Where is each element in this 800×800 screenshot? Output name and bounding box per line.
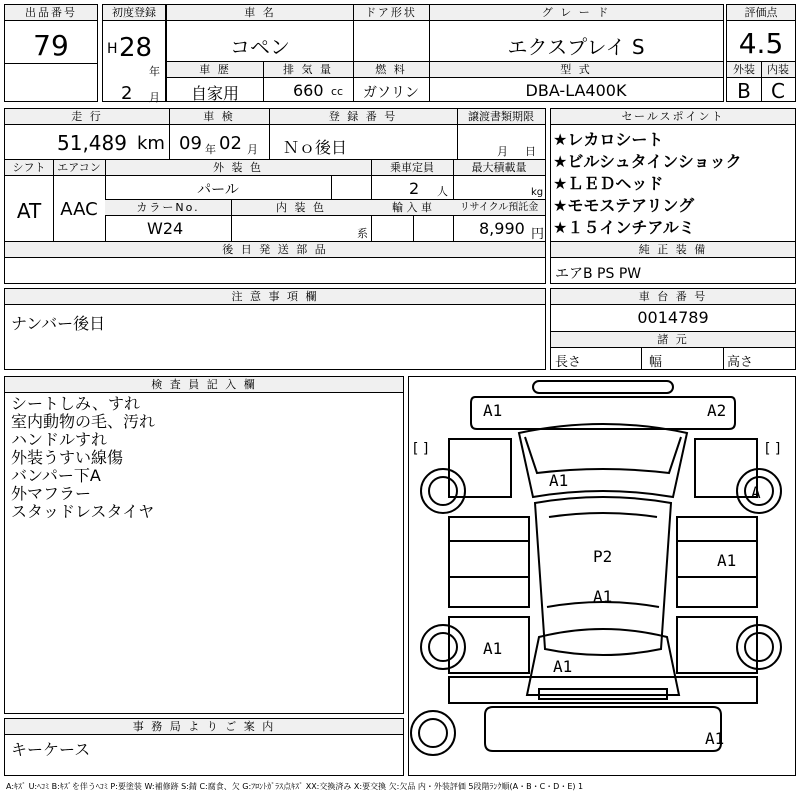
- capacity-value: 2: [409, 179, 420, 198]
- inspection-year-unit: 年: [205, 143, 216, 156]
- mileage-value: 51,489: [57, 131, 127, 155]
- load-unit: kg: [531, 187, 544, 198]
- shift-value: AT: [16, 199, 42, 223]
- color-no-label: カラーNo.: [105, 200, 231, 216]
- transfer-month-unit: 月: [497, 145, 508, 158]
- car-outline: [409, 377, 795, 775]
- office-box: [4, 718, 404, 776]
- sales-point-5: ★１５インチアルミ: [553, 218, 695, 237]
- interior-color-unit: 系: [357, 227, 368, 240]
- sales-point-3: ★ＬＥＤヘッド: [553, 174, 664, 193]
- mark-front-right: A2: [707, 401, 727, 420]
- bracket-left-mark: [ ]: [413, 441, 429, 457]
- sales-point-label: セールスポイント: [551, 109, 795, 125]
- reg-year-unit: 年: [149, 65, 160, 78]
- fuel-label: 燃 料: [353, 62, 429, 78]
- recycle-label: リサイクル預託金: [453, 200, 545, 216]
- interior-color-label: 内 装 色: [231, 200, 371, 216]
- reg-year: 28: [119, 33, 153, 63]
- history-label: 車 歴: [167, 62, 263, 78]
- mileage-label: 走 行: [5, 109, 169, 125]
- bracket-right-mark: [ ]: [765, 441, 781, 457]
- inspection-month: 02: [219, 133, 242, 154]
- score-box: [726, 4, 796, 102]
- inspector-note: バンパー下A: [11, 466, 101, 485]
- displacement-unit: cc: [331, 85, 344, 98]
- sales-point-4: ★モモステアリング: [553, 196, 695, 215]
- reg-month: 2: [121, 83, 133, 104]
- mark-trunk: A1: [553, 657, 573, 676]
- sales-point-2: ★ビルシュタインショック: [553, 152, 742, 171]
- inspector-note: 室内動物の毛、汚れ: [11, 412, 156, 431]
- car-info-box: [166, 4, 724, 102]
- mark-center: A1: [593, 587, 613, 606]
- mark-left-rear-wheel: A1: [483, 639, 503, 658]
- inspector-note: スタッドレスタイヤ: [11, 502, 155, 521]
- first-registration-box: [102, 4, 166, 102]
- displacement-label: 排 気 量: [263, 62, 353, 78]
- mileage-unit: km: [137, 133, 165, 154]
- import-label: 輸 入 車: [371, 200, 453, 216]
- office-value: キーケース: [11, 740, 91, 759]
- exterior-color-label: 外 装 色: [105, 160, 371, 176]
- plate-label: 登 録 番 号: [269, 109, 457, 125]
- mark-right-door: A1: [717, 551, 737, 570]
- inspector-note: 外装うすい線傷: [11, 448, 124, 467]
- spec-block: [4, 108, 546, 284]
- dimension-height: 高さ: [727, 355, 754, 370]
- interior-grade-label: 内装: [761, 62, 795, 78]
- inspector-box: [4, 376, 404, 714]
- inspector-note: シートしみ、すれ: [11, 394, 140, 413]
- capacity-unit: 人: [437, 185, 448, 198]
- lot-number-value: 79: [33, 29, 69, 62]
- caution-value: ナンバー後日: [11, 314, 106, 333]
- equipment-label: 純 正 装 備: [551, 242, 795, 258]
- door-label: ドア形状: [353, 5, 429, 21]
- displacement-value: 660: [293, 81, 324, 100]
- capacity-label: 乗車定員: [371, 160, 453, 176]
- inspection-year: 09: [179, 133, 202, 154]
- inspector-label: 検 査 員 記 入 欄: [5, 377, 403, 393]
- grade-label: グ レ ー ド: [429, 5, 723, 21]
- inspector-note: ハンドルすれ: [11, 430, 108, 449]
- plate-value: Ｎｏ後日: [283, 138, 348, 157]
- car-diagram: [408, 376, 796, 776]
- ac-label: エアコン: [53, 160, 105, 176]
- inspector-note: 外マフラー: [11, 484, 92, 503]
- footer-legend: A:ｷｽﾞ U:ﾍｺﾐ B:ｷｽﾞを伴うﾍｺﾐ P:要塗装 W:補修跡 S:錆 C:腐食、欠 G:ﾌﾛﾝﾄｶﾞﾗｽ点ｷｽﾞ XX:交換済み X:要交換 欠:欠品 内・外装評価 5段階ﾗﾝｸ順(A・B・C・D・E) 1: [6, 782, 584, 791]
- lot-number-box: [4, 4, 98, 102]
- car-name-value: コペン: [230, 35, 290, 59]
- dimension-length: 長さ: [555, 355, 582, 370]
- fuel-value: ガソリン: [363, 85, 419, 101]
- ac-value: AAC: [60, 199, 98, 220]
- first-registration-label: 初度登録: [103, 5, 165, 21]
- equipment-value: エアB PS PW: [555, 266, 642, 282]
- caution-box: [4, 288, 546, 370]
- recycle-unit: 円: [531, 227, 545, 242]
- transfer-label: 譲渡書類期限: [457, 109, 545, 125]
- caution-label: 注 意 事 項 欄: [5, 289, 545, 305]
- exterior-grade-label: 外装: [727, 62, 761, 78]
- shift-label: シフト: [5, 160, 53, 176]
- color-no-value: W24: [147, 219, 184, 238]
- mark-rear: A1: [705, 729, 725, 748]
- model-label: 型 式: [429, 62, 723, 78]
- grade-value: エクスプレイ S: [507, 35, 645, 59]
- sales-point-box: [550, 108, 796, 284]
- score-value: 4.5: [738, 27, 784, 60]
- transfer-day-unit: 日: [525, 145, 536, 158]
- dimension-width: 幅: [649, 355, 663, 370]
- model-value: DBA-LA400K: [525, 81, 627, 100]
- mark-front-left: A1: [483, 401, 503, 420]
- exterior-grade-value: B: [737, 79, 751, 103]
- inspection-label: 車 検: [169, 109, 269, 125]
- car-name-label: 車 名: [167, 5, 353, 21]
- inspection-month-unit: 月: [247, 143, 258, 156]
- history-value: 自家用: [190, 84, 239, 103]
- exterior-color-value: パール: [197, 182, 239, 198]
- reg-month-unit: 月: [149, 91, 160, 104]
- load-label: 最大積載量: [453, 160, 545, 176]
- chassis-value: 0014789: [637, 308, 709, 327]
- mark-roof: P2: [593, 547, 613, 566]
- chassis-label: 車 台 番 号: [551, 289, 795, 305]
- lot-number-label: 出品番号: [5, 5, 97, 21]
- mark-right-front-wheel: A: [751, 483, 761, 502]
- chassis-box: [550, 288, 796, 370]
- office-label: 事 務 局 よ り ご 案 内: [5, 719, 403, 735]
- reg-era: H: [107, 41, 118, 57]
- recycle-value: 8,990: [479, 219, 525, 238]
- interior-grade-value: C: [771, 79, 785, 103]
- score-label: 評価点: [727, 5, 795, 21]
- mark-hood: A1: [549, 471, 569, 490]
- dimensions-label: 諸 元: [551, 332, 795, 348]
- sales-point-1: ★レカロシート: [553, 130, 664, 149]
- later-parts-label: 後 日 発 送 部 品: [5, 242, 545, 258]
